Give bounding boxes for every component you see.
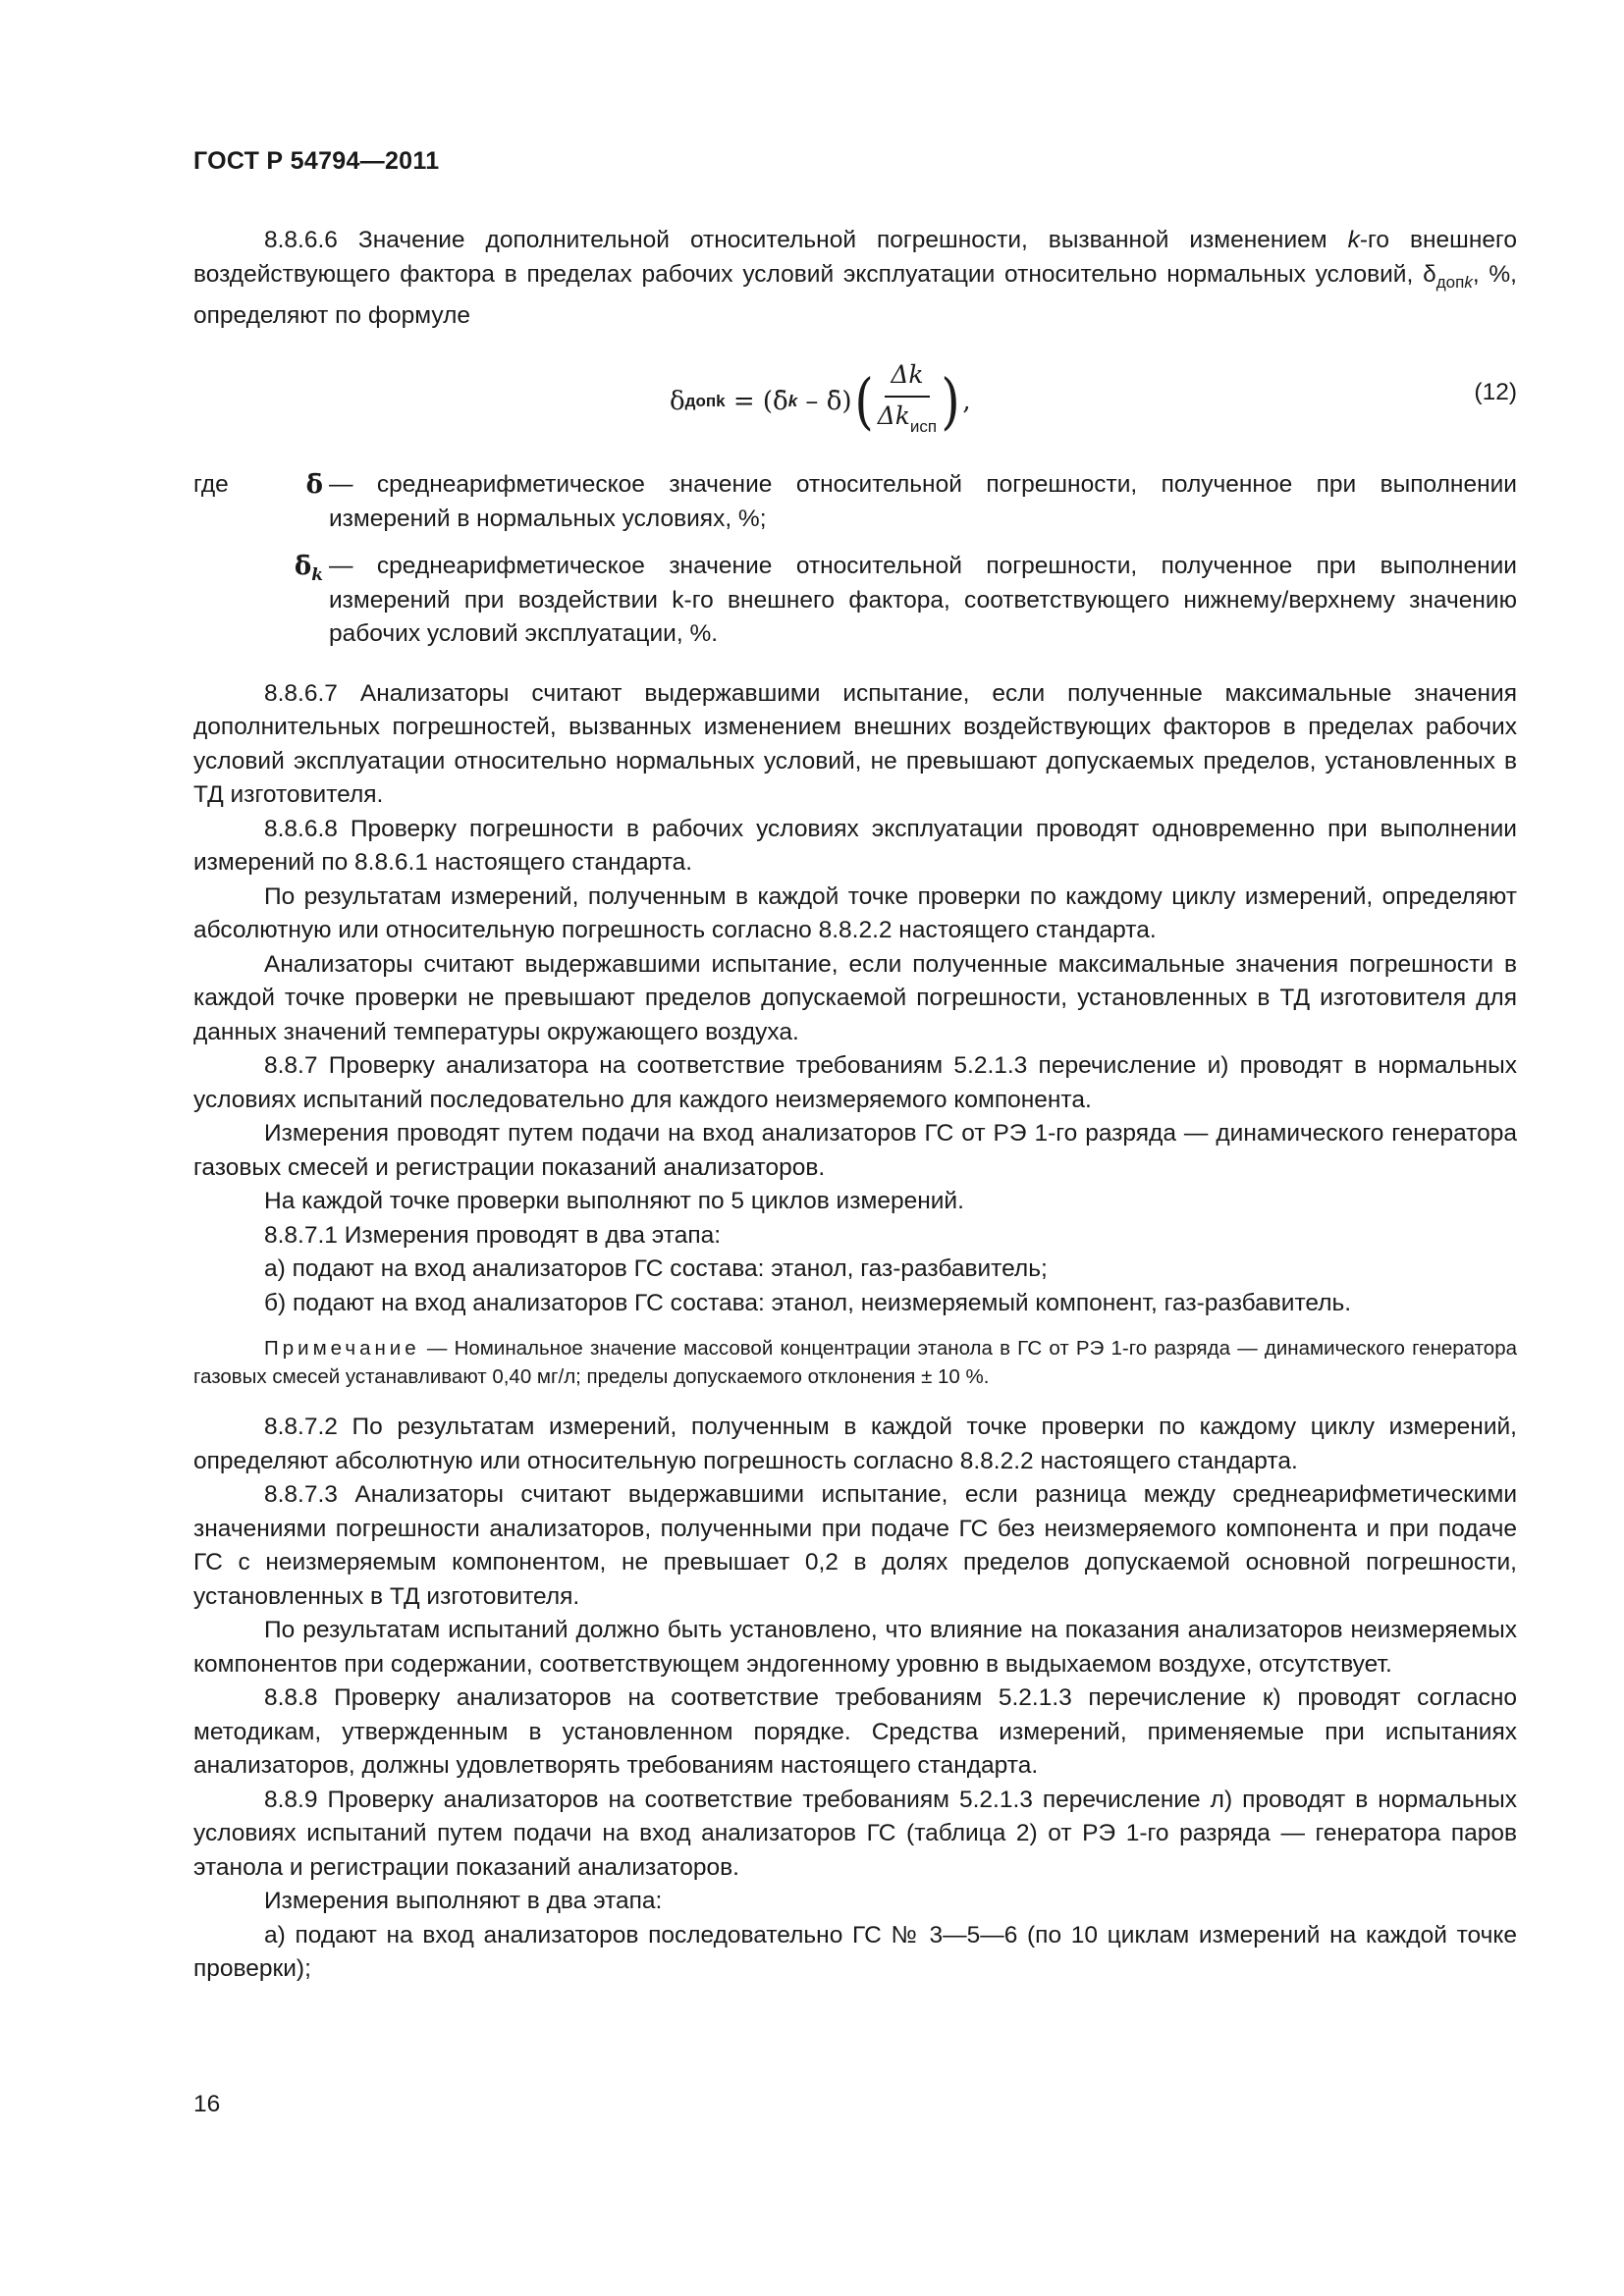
formula-open-paren: (: [762, 386, 774, 416]
big-close-paren: ): [941, 364, 960, 437]
text-segment: -го внешнего воздействующего фактора в пределах рабочих условий эксплуатации относительно нормальных условий, δ: [193, 227, 1518, 288]
text-segment: , %, определяют по формуле: [193, 260, 1517, 329]
symbol-text: δ̄: [305, 470, 323, 501]
paragraph: Анализаторы считают выдержавшими испытание, если полученные максимальные значения погрешности в каждой точке проверки не превышают пределов допускаемой погрешности, установленных в ТД изготовителя для данных значений температуры окружающего воздуха.: [193, 950, 1517, 1045]
paragraph: Измерения выполняют в два этапа:: [264, 1888, 663, 1915]
big-open-paren: (: [853, 364, 874, 437]
document-body: [193, 224, 1517, 1987]
fraction-numerator: Δk: [885, 358, 929, 398]
formula-close-paren: ): [841, 386, 852, 416]
where-symbol-1: [272, 468, 329, 536]
formula-expression: [670, 358, 971, 444]
text-segment: 8.8.6.6 Значение дополнительной относительной погрешности, вызванной изменением: [264, 227, 1348, 253]
subscript-k: k: [1464, 272, 1473, 292]
paragraph-8866: [193, 224, 1517, 333]
denominator-sub: исп: [909, 416, 938, 436]
formula-12: [193, 347, 1517, 464]
spacer: [193, 1320, 1517, 1334]
note-label: Примечание: [264, 1337, 420, 1361]
symbol-sub: k: [311, 565, 323, 586]
paragraph: 8.8.6.7 Анализаторы считают выдержавшими испытание, если полученные максимальные значения дополнительных погрешностей, вызванных изменением внешних воздействующих факторов в пределах рабочих условий эксплуатации относительно нормальных условий, не превышают допускаемых пределов, установленных в ТД изготовителя.: [193, 679, 1517, 809]
fraction-denominator: [878, 398, 937, 445]
note-text: — Номинальное значение массовой концентрации этанола в ГС от РЭ 1-го разряда — динамического генератора газовых смесей устанавливают 0,40 мг/л; пределы допускаемого отклонения ± 10 %.: [193, 1337, 1517, 1389]
paragraph: 8.8.7.2 По результатам измерений, полученным в каждой точке проверки по каждому циклу измерений, определяют абсолютную или относительную погрешность согласно 8.8.2.2 настоящего стандарта.: [193, 1414, 1517, 1474]
paragraph: По результатам испытаний должно быть установлено, что влияние на показания анализаторов неизмеряемых компонентов при содержании, соответствующем эндогенному уровню в выдыхаемом воздухе, отсутствует.: [193, 1617, 1517, 1678]
paragraph: Измерения проводят путем подачи на вход анализаторов ГС от РЭ 1-го разряда — динамического генератора газовых смесей и регистрации показаний анализаторов.: [193, 1120, 1517, 1181]
spacer: [193, 652, 1517, 677]
paragraph: 8.8.7 Проверку анализатора на соответствие требованиям 5.2.1.3 перечисление и) проводят в нормальных условиях испытаний последовательно для каждого неизмеряемого компонента.: [193, 1052, 1517, 1113]
paragraph: По результатам измерений, полученным в каждой точке проверки по каждому циклу измерений, определяют абсолютную или относительную погрешность согласно 8.8.2.2 настоящего стандарта.: [193, 882, 1517, 944]
paragraph: 8.8.8 Проверку анализаторов на соответствие требованиям 5.2.1.3 перечисление к) проводят согласно методикам, утвержденным в установленном порядке. Средства измерений, применяемые при испытаниях анализаторов, должны удовлетворять требованиям настоящего стандарта.: [193, 1684, 1517, 1780]
denominator-main: Δk: [877, 400, 910, 430]
list-item: а) подают на вход анализаторов последовательно ГС № 3—5—6 (по 10 циклам измерений на каждой точке проверки);: [193, 1921, 1517, 1983]
where-block: [193, 468, 1517, 652]
symbol-text: δ̄: [294, 552, 312, 582]
list-item: а) подают на вход анализаторов ГС состава: этанол, газ-разбавитель;: [264, 1255, 1048, 1283]
spacer: [193, 1391, 1517, 1411]
formula-fraction: [878, 358, 937, 444]
formula-mean-delta: δ̄: [826, 386, 842, 416]
formula-comma: ,: [962, 386, 971, 416]
list-item: б) подают на вход анализаторов ГС состава: этанол, неизмеряемый компонент, газ-разбавитель.: [264, 1289, 1352, 1316]
formula-equals: =: [725, 386, 763, 416]
page-number: 16: [193, 2091, 221, 2117]
where-desc-2: — среднеарифметическое значение относительной погрешности, полученное при выполнении измерений при воздействии k-го внешнего фактора, соответствующего нижнему/верхнему значению рабочих условий эксплуатации, %.: [329, 553, 1517, 648]
paragraph: 8.8.9 Проверку анализаторов на соответствие требованиям 5.2.1.3 перечисление л) проводят в нормальных условиях испытаний путем подачи на вход анализаторов ГС (таблица 2) от РЭ 1-го разряда — генератора паров этанола и регистрации показаний анализаторов.: [193, 1786, 1517, 1881]
subscript: доп: [1435, 272, 1465, 292]
formula-minus: –: [797, 386, 827, 416]
paragraph: 8.8.7.1 Измерения проводят в два этапа:: [264, 1221, 722, 1249]
formula-mean-delta-k: δ̄: [773, 386, 788, 416]
formula-lhs-sub: допk: [684, 391, 726, 410]
note: [193, 1334, 1517, 1391]
paragraph: На каждой точке проверки выполняют по 5 циклов измерений.: [264, 1188, 964, 1215]
formula-lhs: δ: [670, 386, 685, 416]
where-symbol-2: [272, 550, 329, 652]
formula-number: (12): [1474, 379, 1517, 406]
paragraph: 8.8.7.3 Анализаторы считают выдержавшими испытание, если разница между среднеарифметическими значениями погрешности анализаторов, полученными при подаче ГС без неизмеряемого компонента и при подаче ГС с неизмеряемым компонентом, не превышает 0,2 в долях пределов допускаемой основной погрешности, установленных в ТД изготовителя.: [193, 1481, 1517, 1610]
where-label: где: [193, 471, 229, 499]
formula-delta-k-sub: k: [787, 391, 798, 410]
document-header: ГОСТ Р 54794—2011: [193, 147, 440, 175]
where-desc-1: — среднеарифметическое значение относительной погрешности, полученное при выполнении измерений в нормальных условиях, %;: [329, 471, 1517, 532]
italic-k: k: [1347, 227, 1360, 253]
paragraph: 8.8.6.8 Проверку погрешности в рабочих условиях эксплуатации проводят одновременно при выполнении измерений по 8.8.6.1 настоящего стандарта.: [193, 815, 1517, 877]
where-spacer: [193, 536, 272, 652]
